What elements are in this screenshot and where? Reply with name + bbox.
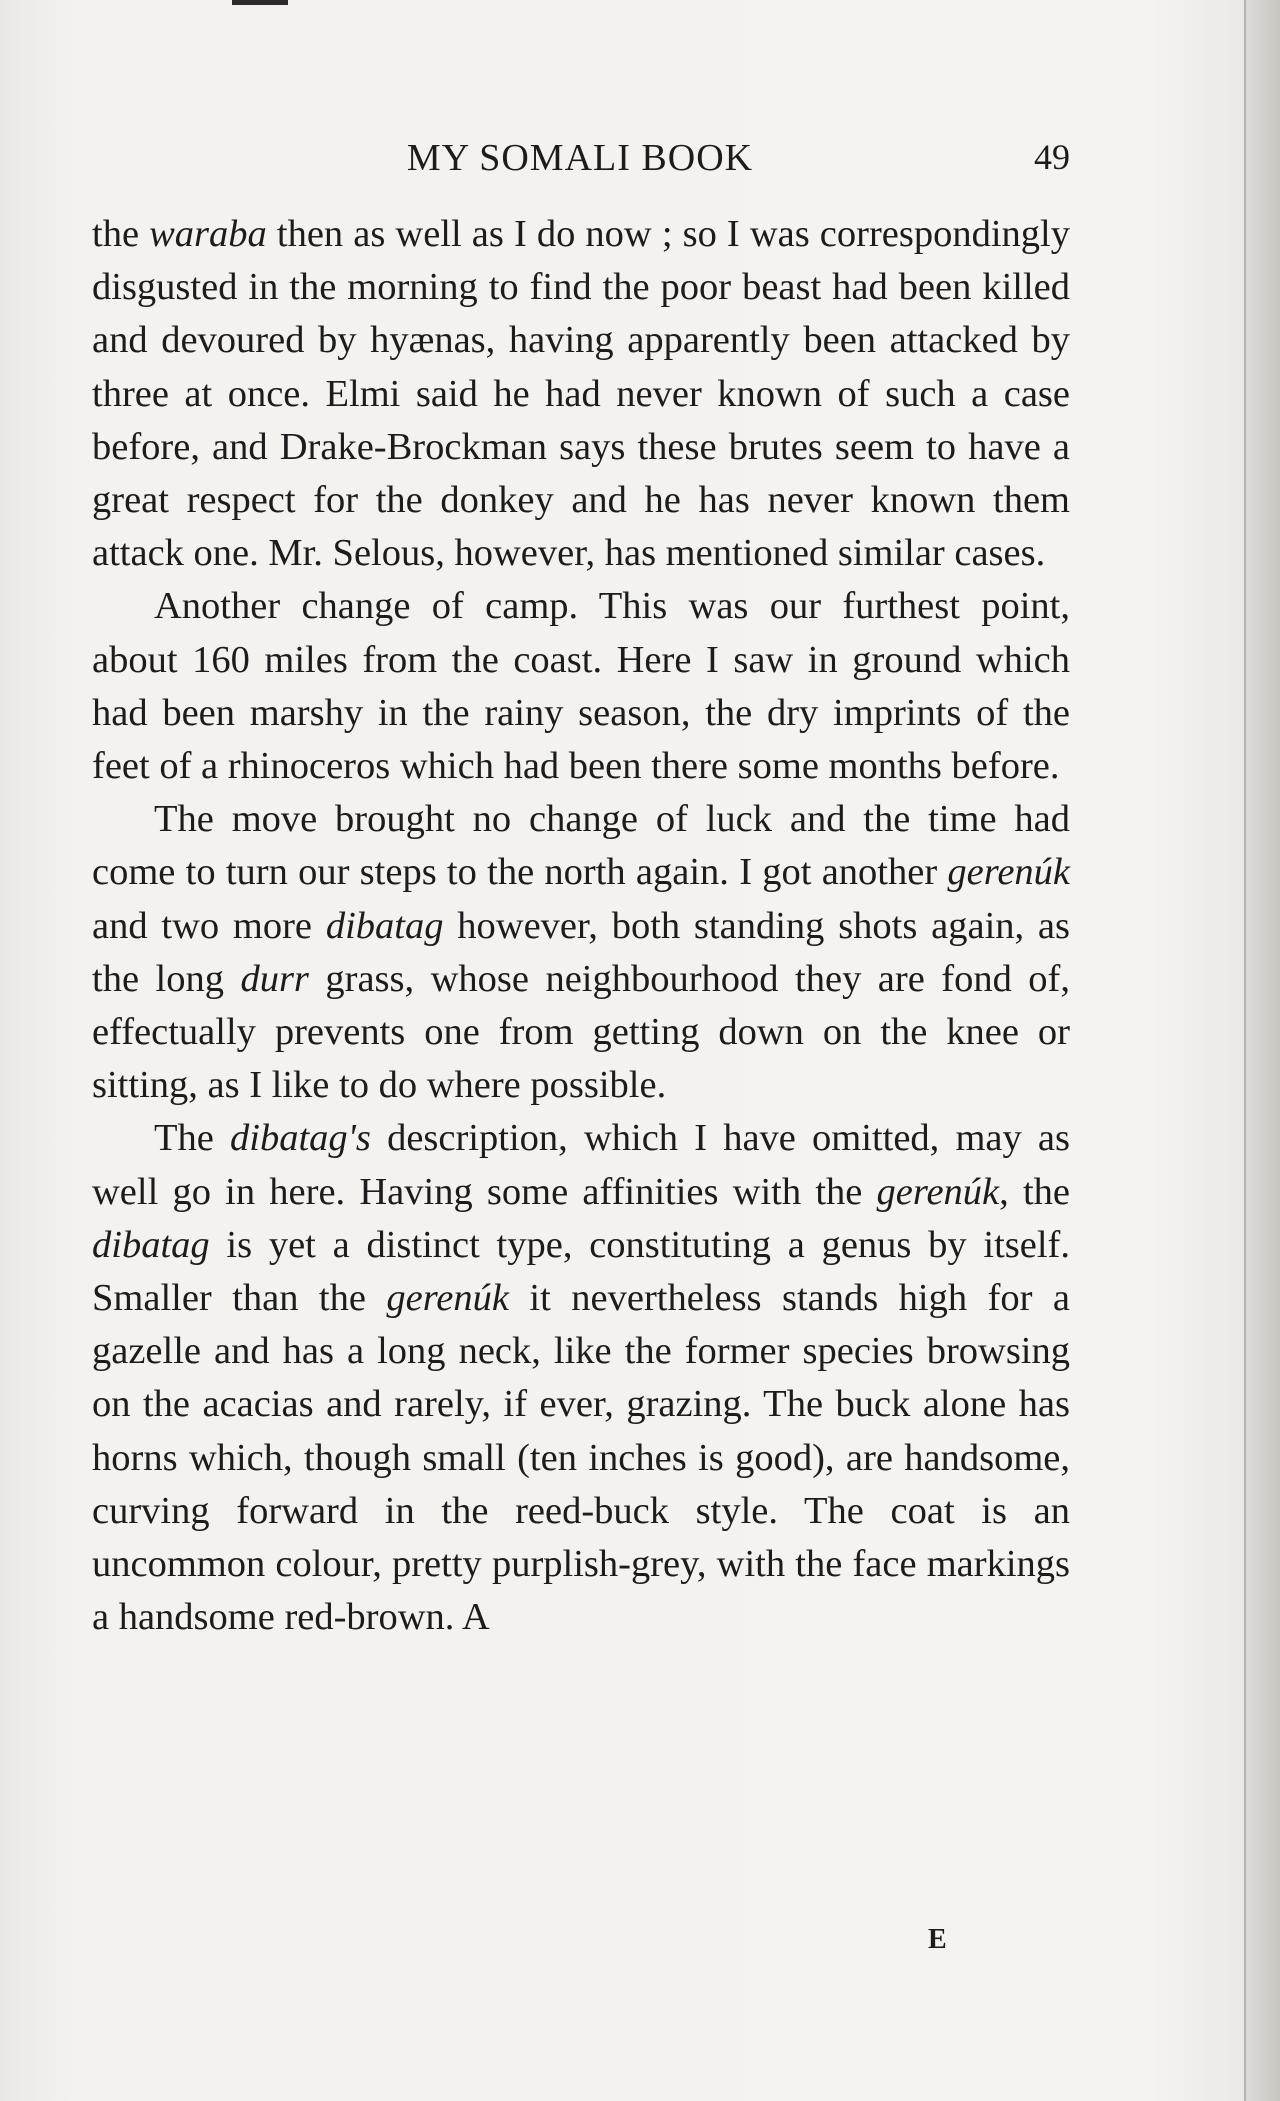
italic-term: dibatag xyxy=(92,1223,210,1266)
text-segment: grass, whose neighbourhood they are fond of, effectually prevents one from getting down on the knee or sitting, as I like to do where possible. xyxy=(92,957,1071,1107)
italic-term: gerenúk xyxy=(947,851,1070,894)
italic-term: gerenúk xyxy=(386,1277,509,1320)
body-text xyxy=(92,208,1070,1644)
text-segment: Another change of camp. This was our furthest point, about 160 miles from the coast. Here I saw in ground which had been marshy in the rainy season, the dry imprints of the feet of a rhinoceros which had been there some months before. xyxy=(92,585,1070,788)
paragraph xyxy=(92,580,1070,793)
paragraph xyxy=(92,1112,1070,1644)
running-title: MY SOMALI BOOK xyxy=(406,137,754,179)
text-segment: then as well as I do now ; so I was correspondingly disgusted in the morning to find the poor beast had been killed and devoured by hyænas, having apparently been attacked by three at once. Elmi said he had never known of such a case before, and Drake-Brockman says these brutes seem to have a great respect for the donkey and he has never known them attack one. Mr. Selous, however, has mentioned similar cases. xyxy=(92,213,1070,575)
page-edge xyxy=(1244,0,1280,2101)
page-header xyxy=(90,136,1070,184)
signature-mark: E xyxy=(928,1924,948,1955)
paragraph xyxy=(92,208,1070,580)
text-segment: however, both standing shots again, as the long xyxy=(92,904,1070,1000)
text-segment: is yet a distinct type, constituting a genus by itself. Smaller than the xyxy=(92,1223,1070,1320)
page-top-mark xyxy=(232,0,288,5)
text-segment: The move brought no change of luck and the time had come to turn our steps to the north again. I got another xyxy=(92,798,1070,894)
paragraph xyxy=(92,793,1070,1112)
italic-term: gerenúk xyxy=(876,1170,1000,1213)
text-segment: , the xyxy=(999,1170,1070,1213)
text-segment: the xyxy=(92,213,150,255)
italic-term: durr xyxy=(240,957,309,1000)
italic-term: dibatag xyxy=(325,904,444,947)
text-segment: it nevertheless stands high for a gazelle and has a long neck, like the former species browsing on the acacias and rarely, if ever, grazing. The buck alone has horns which, though small (ten inches is good), are handsome, curving forward in the reed-buck style. The coat is an uncommon colour, pretty purplish-grey, with the face markings a handsome red-brown. A xyxy=(92,1277,1070,1639)
italic-term: dibatag's xyxy=(230,1117,371,1160)
text-segment: The xyxy=(154,1117,231,1160)
text-segment: description, which I have omitted, may as well go in here. Having some affinities with the xyxy=(92,1117,1070,1213)
page-number: 49 xyxy=(1034,137,1070,177)
italic-term: waraba xyxy=(149,213,267,255)
text-segment: and two more xyxy=(92,904,326,947)
